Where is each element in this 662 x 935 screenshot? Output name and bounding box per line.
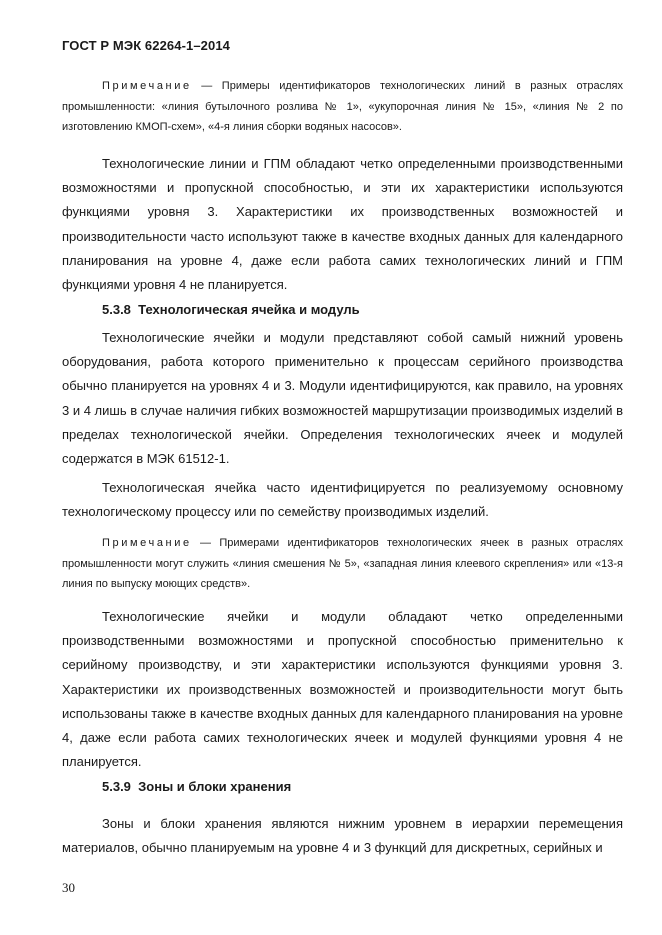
note-label: Примечание	[102, 537, 192, 549]
note-1	[62, 76, 623, 138]
paragraph-1: Технологические линии и ГПМ обладают четко определенными производственными возможностями и пропускной способностью, и эти их характеристики используются функциями уровня 3. Характеристики их производственных возможностей и производительности часто используют также в качестве входных данных для календарного планирования на уровне 4, даже если работа самих технологических линий и ГПМ функциями уровня 4 не планируется.	[62, 156, 623, 293]
paragraph-3: Технологическая ячейка часто идентифицируется по реализуемому основному технологическому процессу или по семейству производимых изделий.	[62, 480, 623, 520]
note-text: — Примеры идентификаторов технологических линий в разных отраслях промышленности: «линия бутылочного розлива № 1», «укупорочная линия № 15», «линия № 2 по изготовлению КМОП-схем», «4-я линия сборки водяных насосов».	[62, 80, 623, 133]
paragraph-4: Технологические ячейки и модули обладают четко определенными производственными возможностями и пропускной способностью применительно к серийному производству, и эти характеристики используются функциями уровня 3. Характеристики их производственных возможностей и производительности могут быть использованы также в качестве входных данных для календарного планирования на уровне 4, даже если работа самих технологических ячеек и модулей функциями уровня 4 не планируется.	[62, 609, 623, 770]
note-text: — Примерами идентификаторов технологических ячеек в разных отраслях промышленности могут служить «линия смешения № 5», «западная линия клеевого скрепления» или «13-я линия по выпуску моющих средств».	[62, 537, 623, 590]
document-header: ГОСТ Р МЭК 62264-1–2014	[62, 38, 230, 53]
section-heading-5-3-9: 5.3.9 Зоны и блоки хранения	[102, 779, 292, 794]
page-number: 30	[62, 880, 75, 895]
note-label: Примечание	[102, 80, 192, 92]
paragraph-2: Технологические ячейки и модули представляют собой самый нижний уровень оборудования, работа которого применительно к процессам серийного производства обычно планируется на уровнях 4 и 3. Модули идентифицируются, как правило, на уровнях 3 и 4 лишь в случае наличия гибких возможностей маршрутизации производимых изделий в пределах технологической ячейки. Определения технологических ячеек и модулей содержатся в МЭК 61512-1.	[62, 330, 623, 467]
note-2	[62, 533, 623, 595]
section-heading-5-3-8: 5.3.8 Технологическая ячейка и модуль	[102, 302, 360, 317]
paragraph-5: Зоны и блоки хранения являются нижним уровнем в иерархии перемещения материалов, обычно планируемым на уровне 4 и 3 функций для дискретных, серийных и	[62, 816, 623, 856]
